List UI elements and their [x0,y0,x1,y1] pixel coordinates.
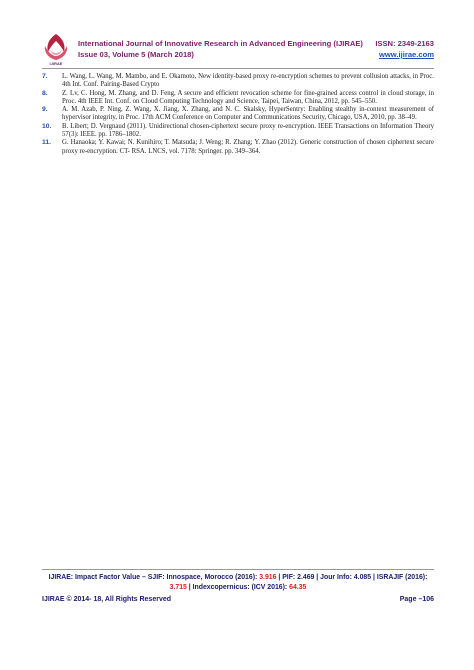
copyright-notice: IJIRAE © 2014- 18, All Rights Reserved [42,596,172,603]
sjif-value: 3.916 [259,574,277,581]
icv-label: | Indexcopernicus: (ICV 2016): [186,584,290,591]
reference-number: 9. [42,106,48,114]
issn-label: ISSN: 2349-2163 [375,39,434,48]
reference-number: 11. [42,139,52,147]
jour-info-label: | Jour Info: [314,574,354,581]
footer-divider [42,569,434,570]
reference-text: L. Wang, L. Wang, M. Mambo, and E. Okamoto, New identity-based proxy re-encryption schemes to prevent collusion attacks, in Proc. 4th Int. Conf. Pairing-Based Crypto [62,73,434,89]
impact-prefix: IJIRAE: Impact Factor Value – SJIF: Innospace, Morocco (2016): [48,574,260,581]
reference-item [42,73,434,90]
header-divider [42,68,434,69]
jour-info-value: 4.085 [353,574,372,581]
impact-factor-info [42,573,434,593]
reference-text: B. Libert; D. Vergnaud (2011). Unidirectional chosen-ciphertext secure proxy re-encryption. IEEE Transactions on Information Theory 57(3): IEEE. pp. 1786–1802. [62,122,434,139]
reference-number: 10. [42,122,52,130]
journal-website-link[interactable]: www.ijirae.com [378,50,434,59]
reference-item [42,106,434,123]
reference-text: Z. Lv, C. Hong, M. Zhang, and D. Feng, A secure and efficient revocation scheme for fine-grained access control in cloud storage, in Proc. 4th IEEE Int. Conf. on Cloud Computing Technology and Science, Taipei, Taiwan, China, 2012, pp. 545–550. [62,89,434,105]
reference-text: G. Hanaoka; Y. Kawai; N. Kunihiro; T. Matsuda; J. Weng; R. Zhang; Y. Zhao (2012). Generic construction of chosen ciphertext secure proxy re-encryption. CT- RSA. LNCS, vol. 7178: Springer. pp. 349–364. [62,139,434,155]
reference-text: A. M. Azab, P. Ning, Z. Wang, X. Jiang, X. Zhang, and N. C. Skalsky, HyperSentry: Enabling stealthy in-context measurement of hypervisor integrity, in Proc. 17th ACM Conference on Computer and Communications Security, Chicago, USA, 2010, pp. 38–49. [62,106,434,122]
reference-list [42,73,434,156]
pif-value: 2.469 [297,574,315,581]
israjif-value: 3.715 [169,584,187,591]
issue-label: Issue 03, Volume 5 (March 2018) [78,50,194,59]
reference-number: 7. [42,73,48,80]
page-number: Page –106 [399,596,434,603]
reference-item [42,139,434,156]
logo-caption: IJIRAE [49,61,63,66]
reference-item [42,123,434,140]
israjif-label: | ISRAJIF (2016): [371,574,428,581]
reference-number: 8. [42,89,48,97]
icv-value: 64.35 [289,584,307,591]
reference-item [42,90,434,107]
pif-label: | PIF: [276,574,298,581]
journal-title: International Journal of Innovative Research in Advanced Engineering (IJIRAE) [78,39,363,48]
ijirae-logo-icon [42,32,70,62]
